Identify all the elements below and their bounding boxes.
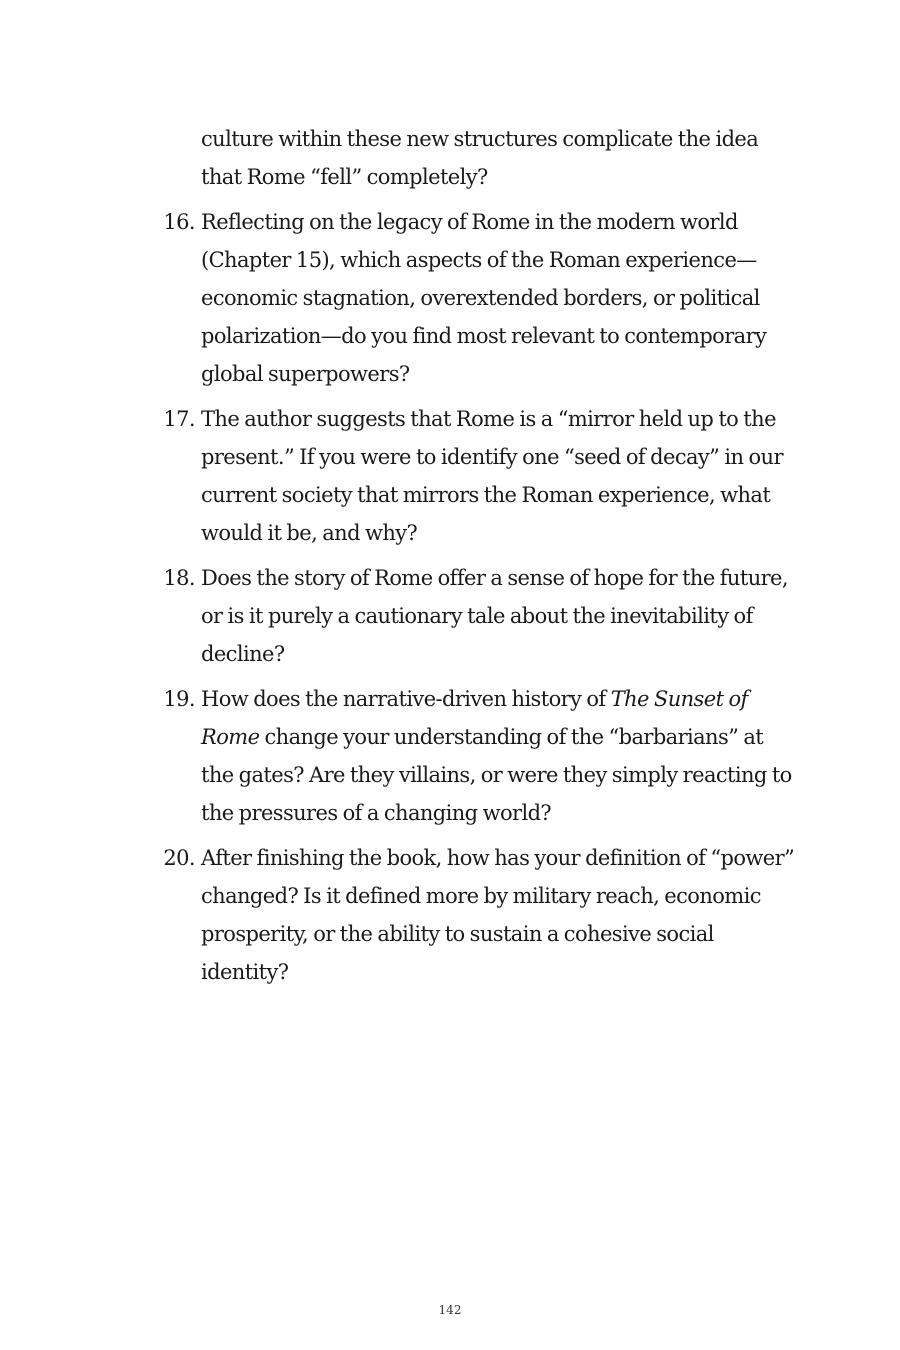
continuation-paragraph: culture within these new structures complicate the idea that Rome “fell” completely? [201, 127, 759, 189]
question-text: Reflecting on the legacy of Rome in the modern world (Chapter 15), which aspects of the Roman experience—economic stagnation, overextended borders, or political polarization—do you find most relevant to contemporary global superpowers? [201, 210, 767, 386]
question-text: The author suggests that Rome is a “mirror held up to the present.” If you were to identify one “seed of decay” in our current society that mirrors the Roman experience, what would it be, and why? [201, 407, 783, 545]
page-number: 142 [438, 1303, 462, 1317]
question-20 [157, 839, 797, 991]
question-text-start: How does the narrative-driven history of [201, 687, 611, 711]
question-text: Does the story of Rome offer a sense of hope for the future, or is it purely a cautionary tale about the inevitability of decline? [201, 566, 788, 666]
question-number: 18. [163, 566, 195, 590]
question-text [201, 680, 797, 832]
question-number: 17. [163, 407, 195, 431]
question-text: After finishing the book, how has your definition of “power” changed? Is it defined more by military reach, economic prosperity, or the ability to sustain a cohesive social identity? [201, 846, 795, 984]
discussion-questions [157, 120, 797, 998]
question-19 [157, 680, 797, 832]
question-number: 16. [163, 210, 195, 234]
question-17 [157, 400, 797, 552]
question-number: 19. [163, 687, 195, 711]
question-16 [157, 203, 797, 393]
question-text-end: change your understanding of the “barbarians” at the gates? Are they villains, or were they simply reacting to the pressures of a changing world? [201, 725, 792, 825]
question-number: 20. [163, 846, 195, 870]
book-title: The Sunset of Rome [201, 687, 748, 749]
question-18 [157, 559, 797, 673]
